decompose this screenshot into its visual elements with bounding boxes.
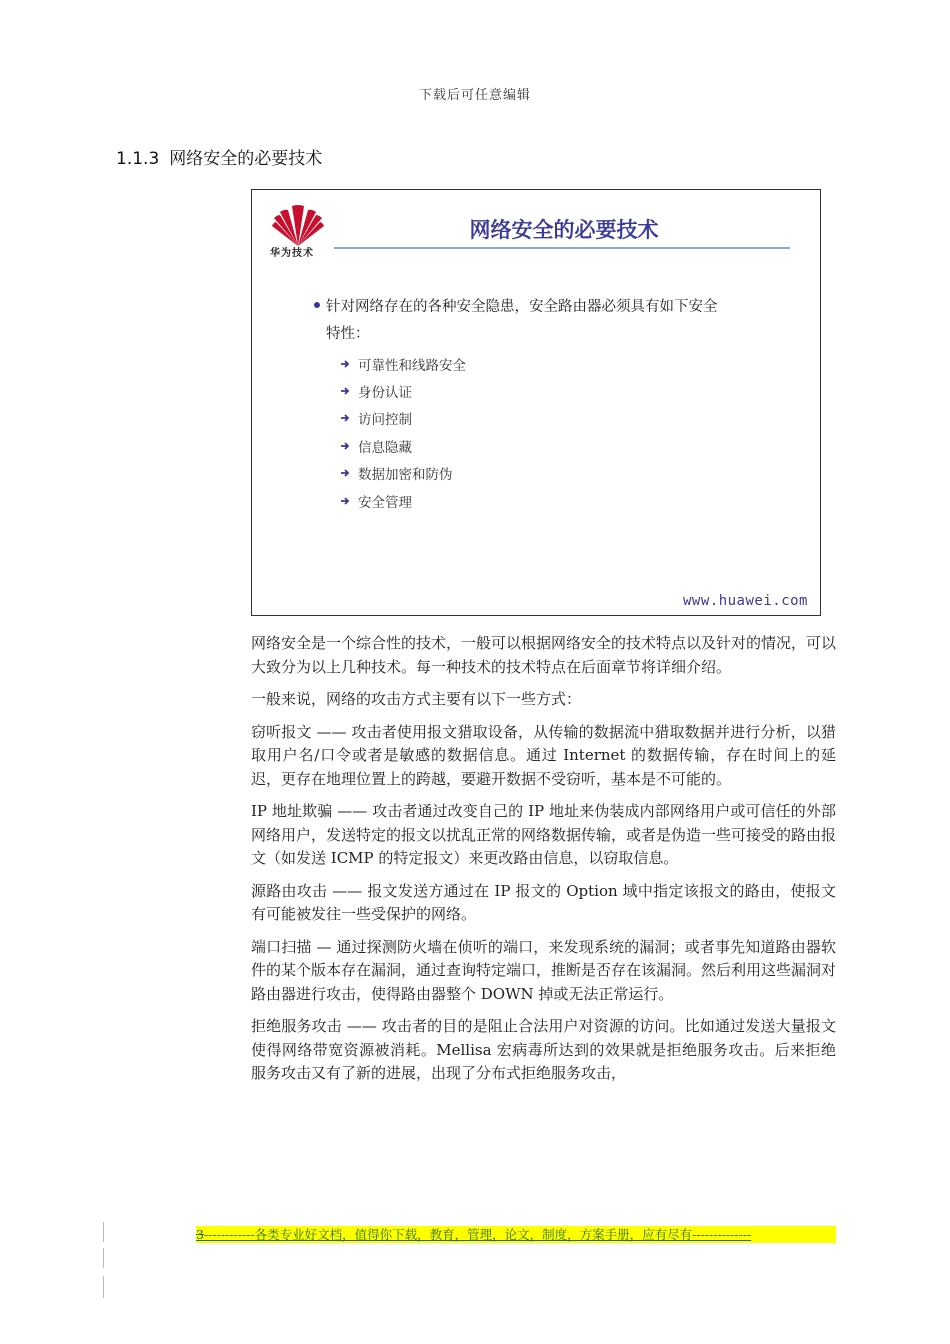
header-note: 下载后可任意编辑 xyxy=(418,88,531,103)
slide-title-rule xyxy=(334,247,790,249)
margin-mark xyxy=(103,1276,104,1298)
slide-figure xyxy=(251,189,821,616)
arrow-right-icon xyxy=(340,441,350,451)
list-item xyxy=(340,460,466,487)
list-item-label: 访问控制 xyxy=(358,412,412,429)
logo-text: 华为技术 xyxy=(270,248,314,259)
section-title: 网络安全的必要技术 xyxy=(169,149,323,169)
page-number: 3 xyxy=(196,1227,204,1242)
slide-title: 网络安全的必要技术 xyxy=(469,217,659,242)
paragraph: 窃听报文 —— 攻击者使用报文猎取设备，从传输的数据流中猎取数据并进行分析，以猎取用户名/口令或者是敏感的数据信息。通过 Internet 的数据传输，存在时间上的延迟，更存在地理位置上的跨越，要避开数据不受窃听，基本是不可能的。 xyxy=(251,722,836,788)
list-item-label: 信息隐藏 xyxy=(358,439,412,456)
bullet-line-2: 特性： xyxy=(326,326,370,342)
slide-sub-list xyxy=(340,350,466,514)
footer-banner-text: ------------各类专业好文档，值得你下载，教育，管理，论文，制度，方案手册，应有尽有-------------- xyxy=(203,1227,752,1242)
paragraph: 拒绝服务攻击 —— 攻击者的目的是阻止合法用户对资源的访问。比如通过发送大量报文使得网络带宽资源被消耗。Mellisa 宏病毒所达到的效果就是拒绝服务攻击。后来拒绝服务攻击又有了新的进展，出现了分布式拒绝服务攻击， xyxy=(251,1017,836,1082)
paragraph: 网络安全是一个综合性的技术，一般可以根据网络安全的技术特点以及针对的情况，可以大致分为以上几种技术。每一种技术的技术特点在后面章节将详细介绍。 xyxy=(251,634,837,676)
list-item xyxy=(340,377,466,404)
slide-footer-url: www.huawei.com xyxy=(682,593,808,609)
paragraph: 一般来说，网络的攻击方式主要有以下一些方式： xyxy=(251,690,582,708)
arrow-right-icon xyxy=(340,468,350,478)
list-item-label: 可靠性和线路安全 xyxy=(358,357,466,374)
margin-mark xyxy=(103,1248,104,1268)
slide-main-bullet xyxy=(314,294,774,348)
list-item xyxy=(340,350,466,377)
arrow-right-icon xyxy=(340,386,350,396)
arrow-right-icon xyxy=(340,413,350,423)
paragraph: 端口扫描 — 通过探测防火墙在侦听的端口，来发现系统的漏洞；或者事先知道路由器软件的某个版本存在漏洞，通过查询特定端口，推断是否存在该漏洞。然后利用这些漏洞对路由器进行攻击，使得路由器整个 DOWN 掉或无法正常运行。 xyxy=(251,937,837,1003)
list-item xyxy=(340,432,466,459)
body-text xyxy=(251,632,836,1095)
paragraph: IP 地址欺骗 —— 攻击者通过改变自己的 IP 地址来伪装成内部网络用户或可信任的外部网络用户，发送特定的报文以扰乱正常的网络数据传输，或者是伪造一些可接受的路由报文（如发送 ICMP 的特定报文）来更改路由信息，以窃取信息。 xyxy=(251,802,837,867)
arrow-right-icon xyxy=(340,496,350,506)
footer-banner xyxy=(196,1226,836,1243)
list-item-label: 身份认证 xyxy=(358,385,412,402)
arrow-right-icon xyxy=(340,359,350,369)
list-item xyxy=(340,405,466,432)
margin-mark xyxy=(103,1222,104,1242)
list-item-label: 安全管理 xyxy=(358,494,412,511)
list-item xyxy=(340,487,466,514)
section-heading xyxy=(116,144,322,169)
list-item-label: 数据加密和防伪 xyxy=(358,467,453,484)
bullet-line-1: 针对网络存在的各种安全隐患，安全路由器必须具有如下安全 xyxy=(326,299,718,315)
bullet-dot-icon xyxy=(314,302,320,308)
paragraph: 源路由攻击 —— 报文发送方通过在 IP 报文的 Option 域中指定该报文的路由，使报文有可能被发往一些受保护的网络。 xyxy=(251,881,836,923)
section-number: 1.1.3 xyxy=(116,149,160,169)
